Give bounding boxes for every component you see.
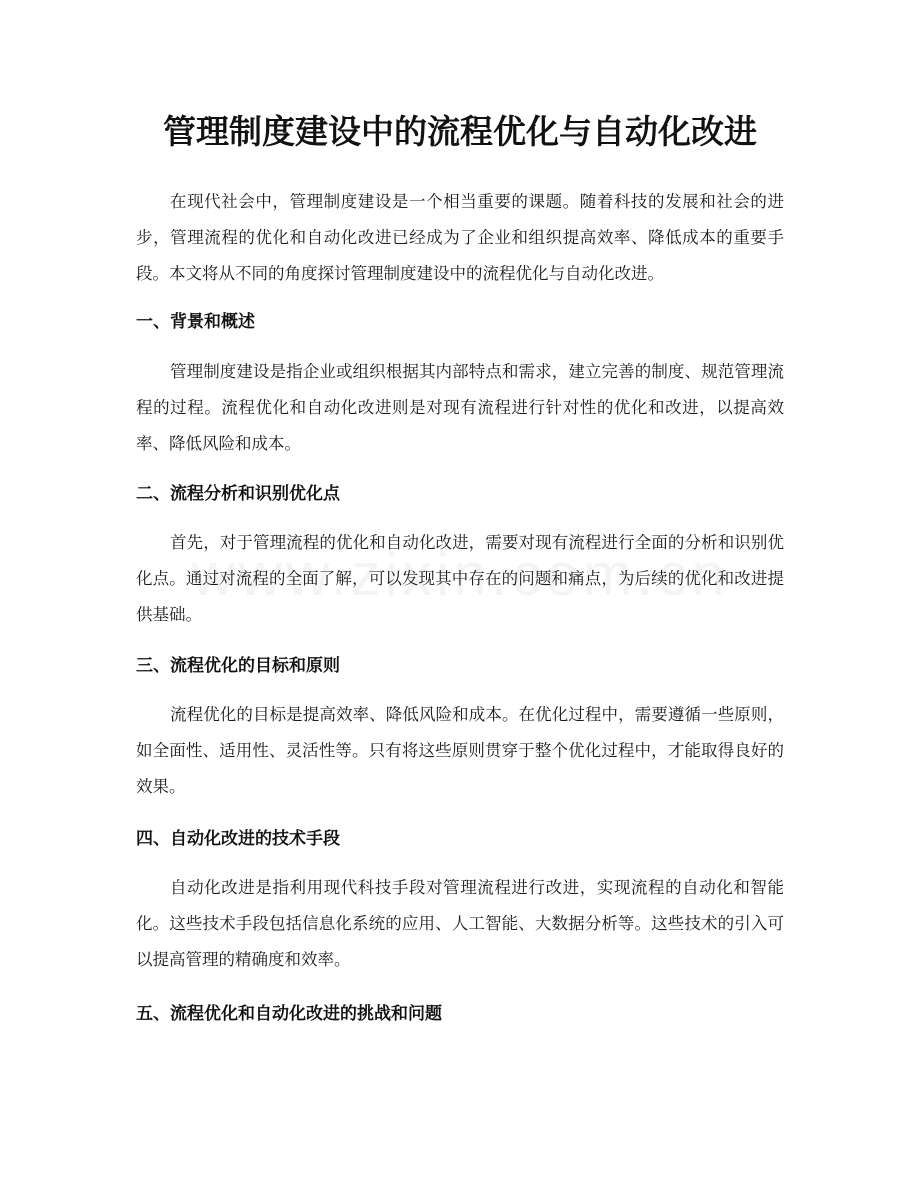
section-body-goals: 流程优化的目标是提高效率、降低风险和成本。在优化过程中，需要遵循一些原则，如全面性、适用性、灵活性等。只有将这些原则贯穿于整个优化过程中，才能取得良好的效果。 [136,705,784,796]
section-heading-analysis: 二、流程分析和识别优化点 [136,484,340,504]
section-heading-automation: 四、自动化改进的技术手段 [136,829,340,849]
section-heading-goals: 三、流程优化的目标和原则 [136,656,340,676]
section-body-background: 管理制度建设是指企业或组织根据其内部特点和需求，建立完善的制度、规范管理流程的过程。流程优化和自动化改进则是对现有流程进行针对性的优化和改进，以提高效率、降低风险和成本。 [136,362,784,453]
section-heading-challenges: 五、流程优化和自动化改进的挑战和问题 [136,1004,442,1024]
section-heading-background: 一、背景和概述 [136,312,255,332]
page-title: 管理制度建设中的流程优化与自动化改进 [163,112,757,151]
intro-paragraph: 在现代社会中，管理制度建设是一个相当重要的课题。随着科技的发展和社会的进步，管理流程的优化和自动化改进已经成为了企业和组织提高效率、降低成本的重要手段。本文将从不同的角度探讨管理制度建设中的流程优化与自动化改进。 [136,192,784,283]
section-body-analysis: 首先，对于管理流程的优化和自动化改进，需要对现有流程进行全面的分析和识别优化点。通过对流程的全面了解，可以发现其中存在的问题和痛点，为后续的优化和改进提供基础。 [136,533,784,624]
section-body-automation: 自动化改进是指利用现代科技手段对管理流程进行改进，实现流程的自动化和智能化。这些技术手段包括信息化系统的应用、人工智能、大数据分析等。这些技术的引入可以提高管理的精确度和效率。 [136,878,784,969]
